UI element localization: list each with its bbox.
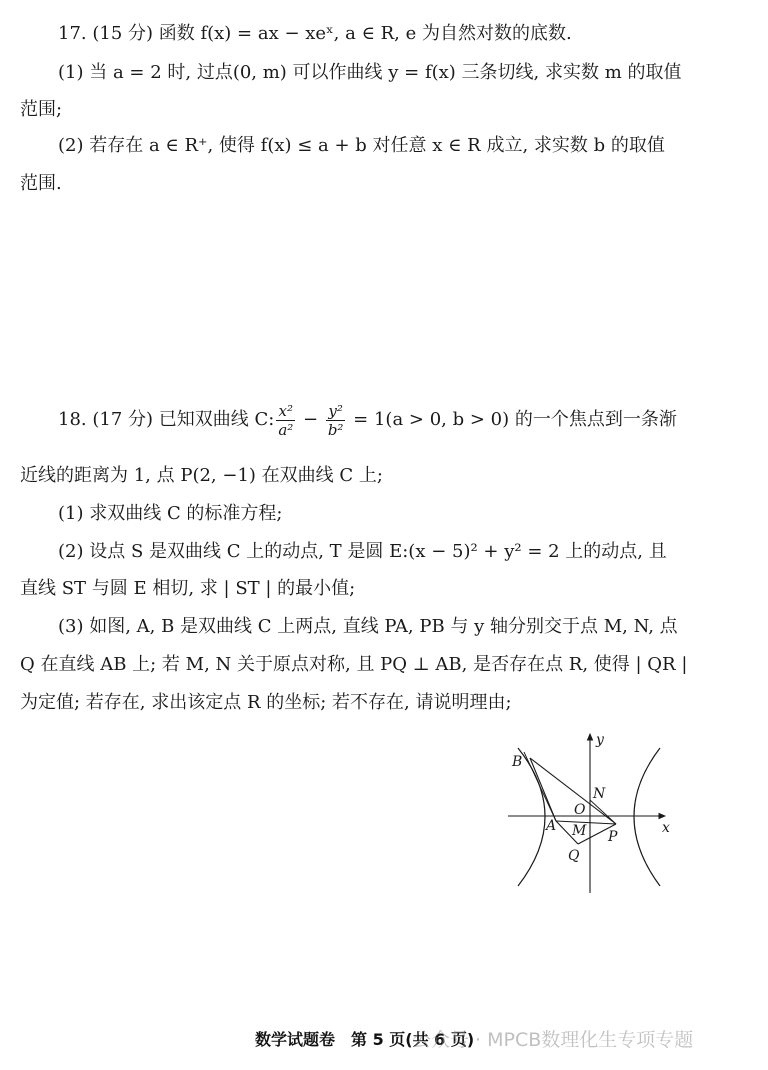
hyperbola-right-branch <box>634 748 660 886</box>
q18-part2-line1: (2) 设点 S 是双曲线 C 上的动点, T 是圆 E:(x − 5)² + y² = 2 上的动点, 且 <box>58 541 667 562</box>
label-O: O <box>574 802 586 818</box>
hyperbola-figure <box>500 728 675 893</box>
q18-part3-line3: 为定值; 若存在, 求出该定点 R 的坐标; 若不存在, 请说明理由; <box>20 692 512 713</box>
fraction-denominator: b² <box>327 420 344 439</box>
page-footer: 数学试题卷 第 5 页(共 6 页) <box>255 1030 475 1049</box>
fraction-x2-a2 <box>276 402 295 439</box>
line-AB-extended <box>524 752 556 821</box>
fraction-numerator: x² <box>276 402 295 421</box>
label-Q: Q <box>568 848 580 864</box>
line-PN <box>590 800 616 824</box>
q17-part1-line2: 范围; <box>20 99 63 120</box>
q17-stem: 17. (15 分) 函数 f(x) = ax − xeˣ, a ∈ R, e 为自然对数的底数. <box>58 23 572 44</box>
fraction-denominator: a² <box>278 420 294 439</box>
label-P: P <box>608 829 618 845</box>
label-A: A <box>546 818 557 834</box>
label-B: B <box>512 754 523 770</box>
q17-part1-line1: (1) 当 a = 2 时, 过点(0, m) 可以作曲线 y = f(x) 三条切线, 求实数 m 的取值 <box>58 62 682 83</box>
q18-part2-line2: 直线 ST 与圆 E 相切, 求 | ST | 的最小值; <box>20 578 356 599</box>
q17-part2-line1: (2) 若存在 a ∈ R⁺, 使得 f(x) ≤ a + b 对任意 x ∈ R 成立, 求实数 b 的取值 <box>58 135 665 156</box>
q18-stem-line1 <box>58 400 677 440</box>
q18-stem-suffix: = 1(a > 0, b > 0) 的一个焦点到一条渐 <box>347 409 677 430</box>
label-N: N <box>593 786 606 802</box>
label-M: M <box>572 823 587 839</box>
q18-part1: (1) 求双曲线 C 的标准方程; <box>58 503 283 524</box>
q18-stem-line2: 近线的距离为 1, 点 P(2, −1) 在双曲线 C 上; <box>20 465 383 486</box>
fraction-y2-b2 <box>326 402 346 439</box>
minus-sign: − <box>297 409 324 430</box>
q18-part3-line2: Q 在直线 AB 上; 若 M, N 关于原点对称, 且 PQ ⊥ AB, 是否存在点 R, 使得 | QR | <box>20 654 688 675</box>
label-x: x <box>662 820 670 836</box>
label-y: y <box>596 732 604 748</box>
watermark: 公众号 · MPCB数理化生专项专题 <box>412 1029 694 1051</box>
q17-part2-line2: 范围. <box>20 173 62 194</box>
q18-part3-line1: (3) 如图, A, B 是双曲线 C 上两点, 直线 PA, PB 与 y 轴分别交于点 M, N, 点 <box>58 616 678 637</box>
fraction-numerator: y² <box>326 402 346 421</box>
q18-stem-prefix: 18. (17 分) 已知双曲线 C: <box>58 409 275 430</box>
